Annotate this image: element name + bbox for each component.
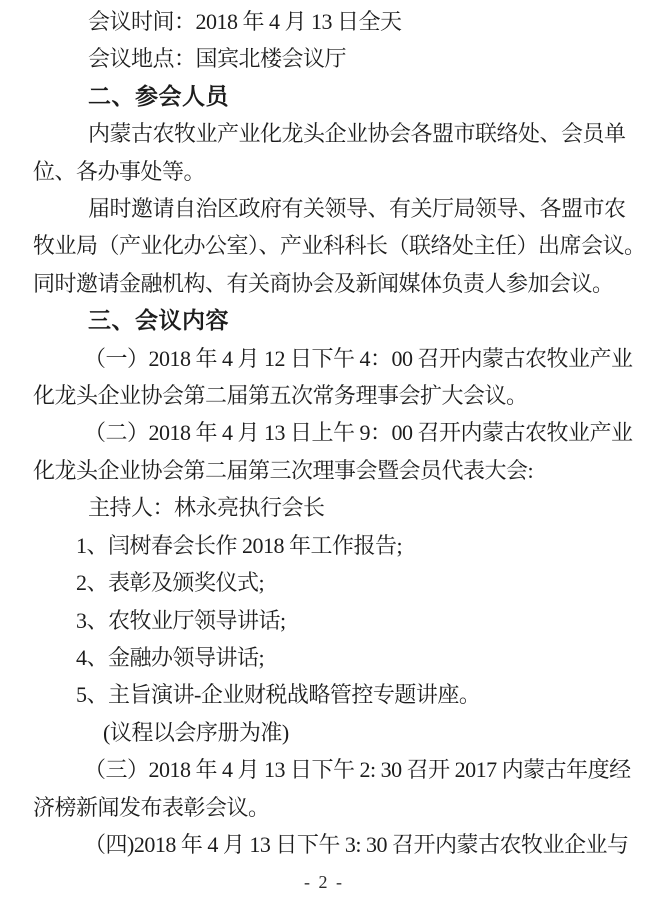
agenda-item-2-line: （二）2018 年 4 月 13 日上午 9：00 召开内蒙古农牧业产业 (84, 420, 633, 446)
list-item-1: 1、闫树春会长作 2018 年工作报告; (76, 532, 403, 558)
text-line: 济榜新闻发布表彰会议。 (33, 794, 270, 820)
document-body (33, 3, 646, 863)
meeting-time-line: 会议时间：2018 年 4 月 13 日全天 (88, 9, 402, 34)
text-line: 届时邀请自治区政府有关领导、有关厅局领导、各盟市农 (88, 196, 626, 222)
agenda-item-1-line: （一）2018 年 4 月 12 日下午 4：00 召开内蒙古农牧业产业 (84, 345, 633, 371)
agenda-item-3-line: （三）2018 年 4 月 13 日下午 2: 30 召开 2017 内蒙古年度经 (84, 757, 631, 783)
agenda-item-4-line: （四)2018 年 4 月 13 日下午 3: 30 召开内蒙古农牧业企业与 (84, 831, 629, 857)
text-line: 化龙头企业协会第二届第三次理事会暨会员代表大会: (33, 457, 534, 483)
text-line: 同时邀请金融机构、有关商协会及新闻媒体负责人参加会议。 (33, 270, 614, 296)
list-item-3: 3、农牧业厅领导讲话; (76, 607, 286, 633)
text-line: 位、各办事处等。 (33, 158, 206, 184)
meeting-location-line: 会议地点：国宾北楼会议厅 (88, 46, 347, 72)
agenda-note-line: (议程以会序册为准) (103, 719, 289, 745)
list-item-5: 5、主旨演讲-企业财税战略管控专题讲座。 (76, 682, 481, 708)
text-line: 牧业局（产业化办公室）、产业科科长（联络处主任）出席会议。 (33, 233, 646, 259)
list-item-4: 4、金融办领导讲话; (76, 644, 265, 670)
list-item-2: 2、表彰及颁奖仪式; (76, 570, 265, 596)
section-heading-participants: 二、参会人员 (88, 82, 229, 109)
host-line: 主持人：林永亮执行会长 (88, 495, 325, 521)
section-heading-agenda: 三、会议内容 (88, 307, 229, 334)
text-line: 内蒙古农牧业产业化龙头企业协会各盟市联络处、会员单 (88, 121, 626, 147)
text-line: 化龙头企业协会第二届第五次常务理事会扩大会议。 (33, 383, 528, 409)
page-number: - 2 - (304, 872, 344, 892)
